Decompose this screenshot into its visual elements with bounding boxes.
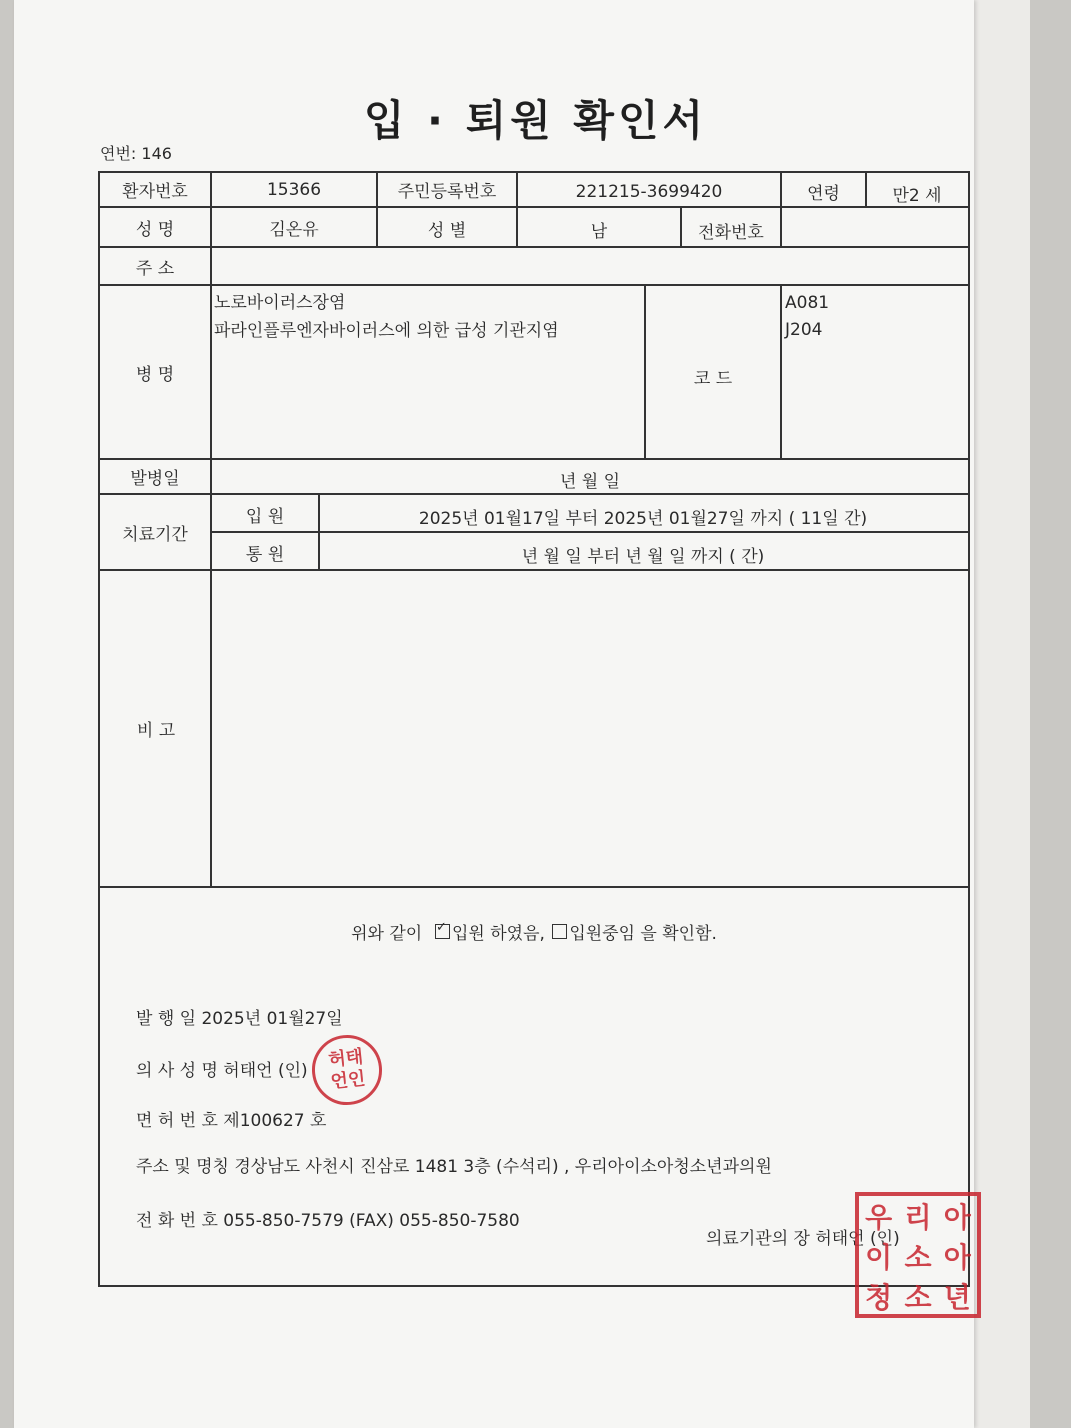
diagnosis-label: 병 명 — [135, 364, 175, 385]
name-value: 김온유 — [269, 219, 319, 240]
code-label: 코 드 — [693, 368, 733, 389]
clinic-address: 주소 및 명칭 경상남도 사천시 진삼로 1481 3층 (수석리) , 우리아이소아청소년과의원 — [136, 1156, 772, 1177]
checkbox-empty-icon — [552, 924, 567, 939]
clinic-seal-stamp: 우 리 아 이 소 아 청 소 년 — [855, 1192, 981, 1318]
age-label: 연령 — [807, 184, 840, 204]
period-label: 치료기간 — [122, 524, 188, 545]
remarks-value — [220, 580, 950, 610]
confirm-prefix: 위와 같이 — [351, 923, 423, 944]
confirm-option-1: 입원 하였음, — [451, 923, 545, 944]
diagnosis-line-1: 노로바이러스장염 — [214, 292, 346, 313]
doctor-seal-stamp: 허태 언인 — [309, 1032, 386, 1109]
issue-date: 발 행 일 2025년 01월27일 — [136, 1008, 343, 1029]
serial-number: 연번: 146 — [100, 144, 172, 163]
row-divider — [98, 886, 968, 888]
rrn-value: 221215-3699420 — [575, 181, 723, 202]
outpatient-label: 통 원 — [245, 544, 285, 565]
confirm-statement — [100, 916, 968, 946]
document-title: 입 · 퇴원 확인서 — [363, 96, 708, 145]
checkbox-checked-icon — [435, 924, 450, 939]
outpatient-period: 년 월 일 부터 년 월 일 까지 ( 간) — [521, 546, 765, 567]
address-value — [216, 248, 956, 284]
col-divider — [780, 284, 782, 458]
name-label: 성 명 — [135, 219, 175, 240]
rrn-label: 주민등록번호 — [397, 182, 497, 202]
sex-value: 남 — [590, 221, 608, 242]
code-line-2: J204 — [785, 320, 823, 340]
diagnosis-line-2: 파라인플루엔자바이러스에 의한 급성 기관지염 — [214, 320, 559, 341]
onset-value: 년 월 일 — [559, 472, 621, 492]
remarks-label: 비 고 — [136, 721, 176, 741]
row-divider — [98, 458, 968, 460]
phone-value — [782, 211, 966, 249]
patient-no-label: 환자번호 — [122, 182, 188, 202]
clinic-head: 의료기관의 장 허태언 (인) — [706, 1228, 900, 1249]
doctor-name: 의 사 성 명 허태언 (인) — [136, 1060, 308, 1081]
row-divider — [98, 284, 968, 286]
patient-no-value: 15366 — [266, 179, 322, 200]
confirm-option-2: 입원중임 — [569, 923, 636, 944]
address-label: 주 소 — [135, 258, 175, 279]
inpatient-period: 2025년 01월17일 부터 2025년 01월27일 까지 ( 11일 간) — [418, 508, 868, 529]
code-line-1: A081 — [785, 293, 830, 313]
license-number: 면 허 번 호 제100627 호 — [136, 1110, 327, 1131]
clinic-phone: 전 화 번 호 055-850-7579 (FAX) 055-850-7580 — [136, 1210, 520, 1231]
sex-label: 성 별 — [427, 220, 467, 241]
inpatient-label: 입 원 — [245, 506, 285, 527]
phone-label: 전화번호 — [698, 222, 764, 243]
onset-label: 발병일 — [130, 469, 180, 489]
confirm-suffix: 을 확인함. — [640, 923, 717, 944]
age-value: 만2 세 — [892, 186, 942, 206]
